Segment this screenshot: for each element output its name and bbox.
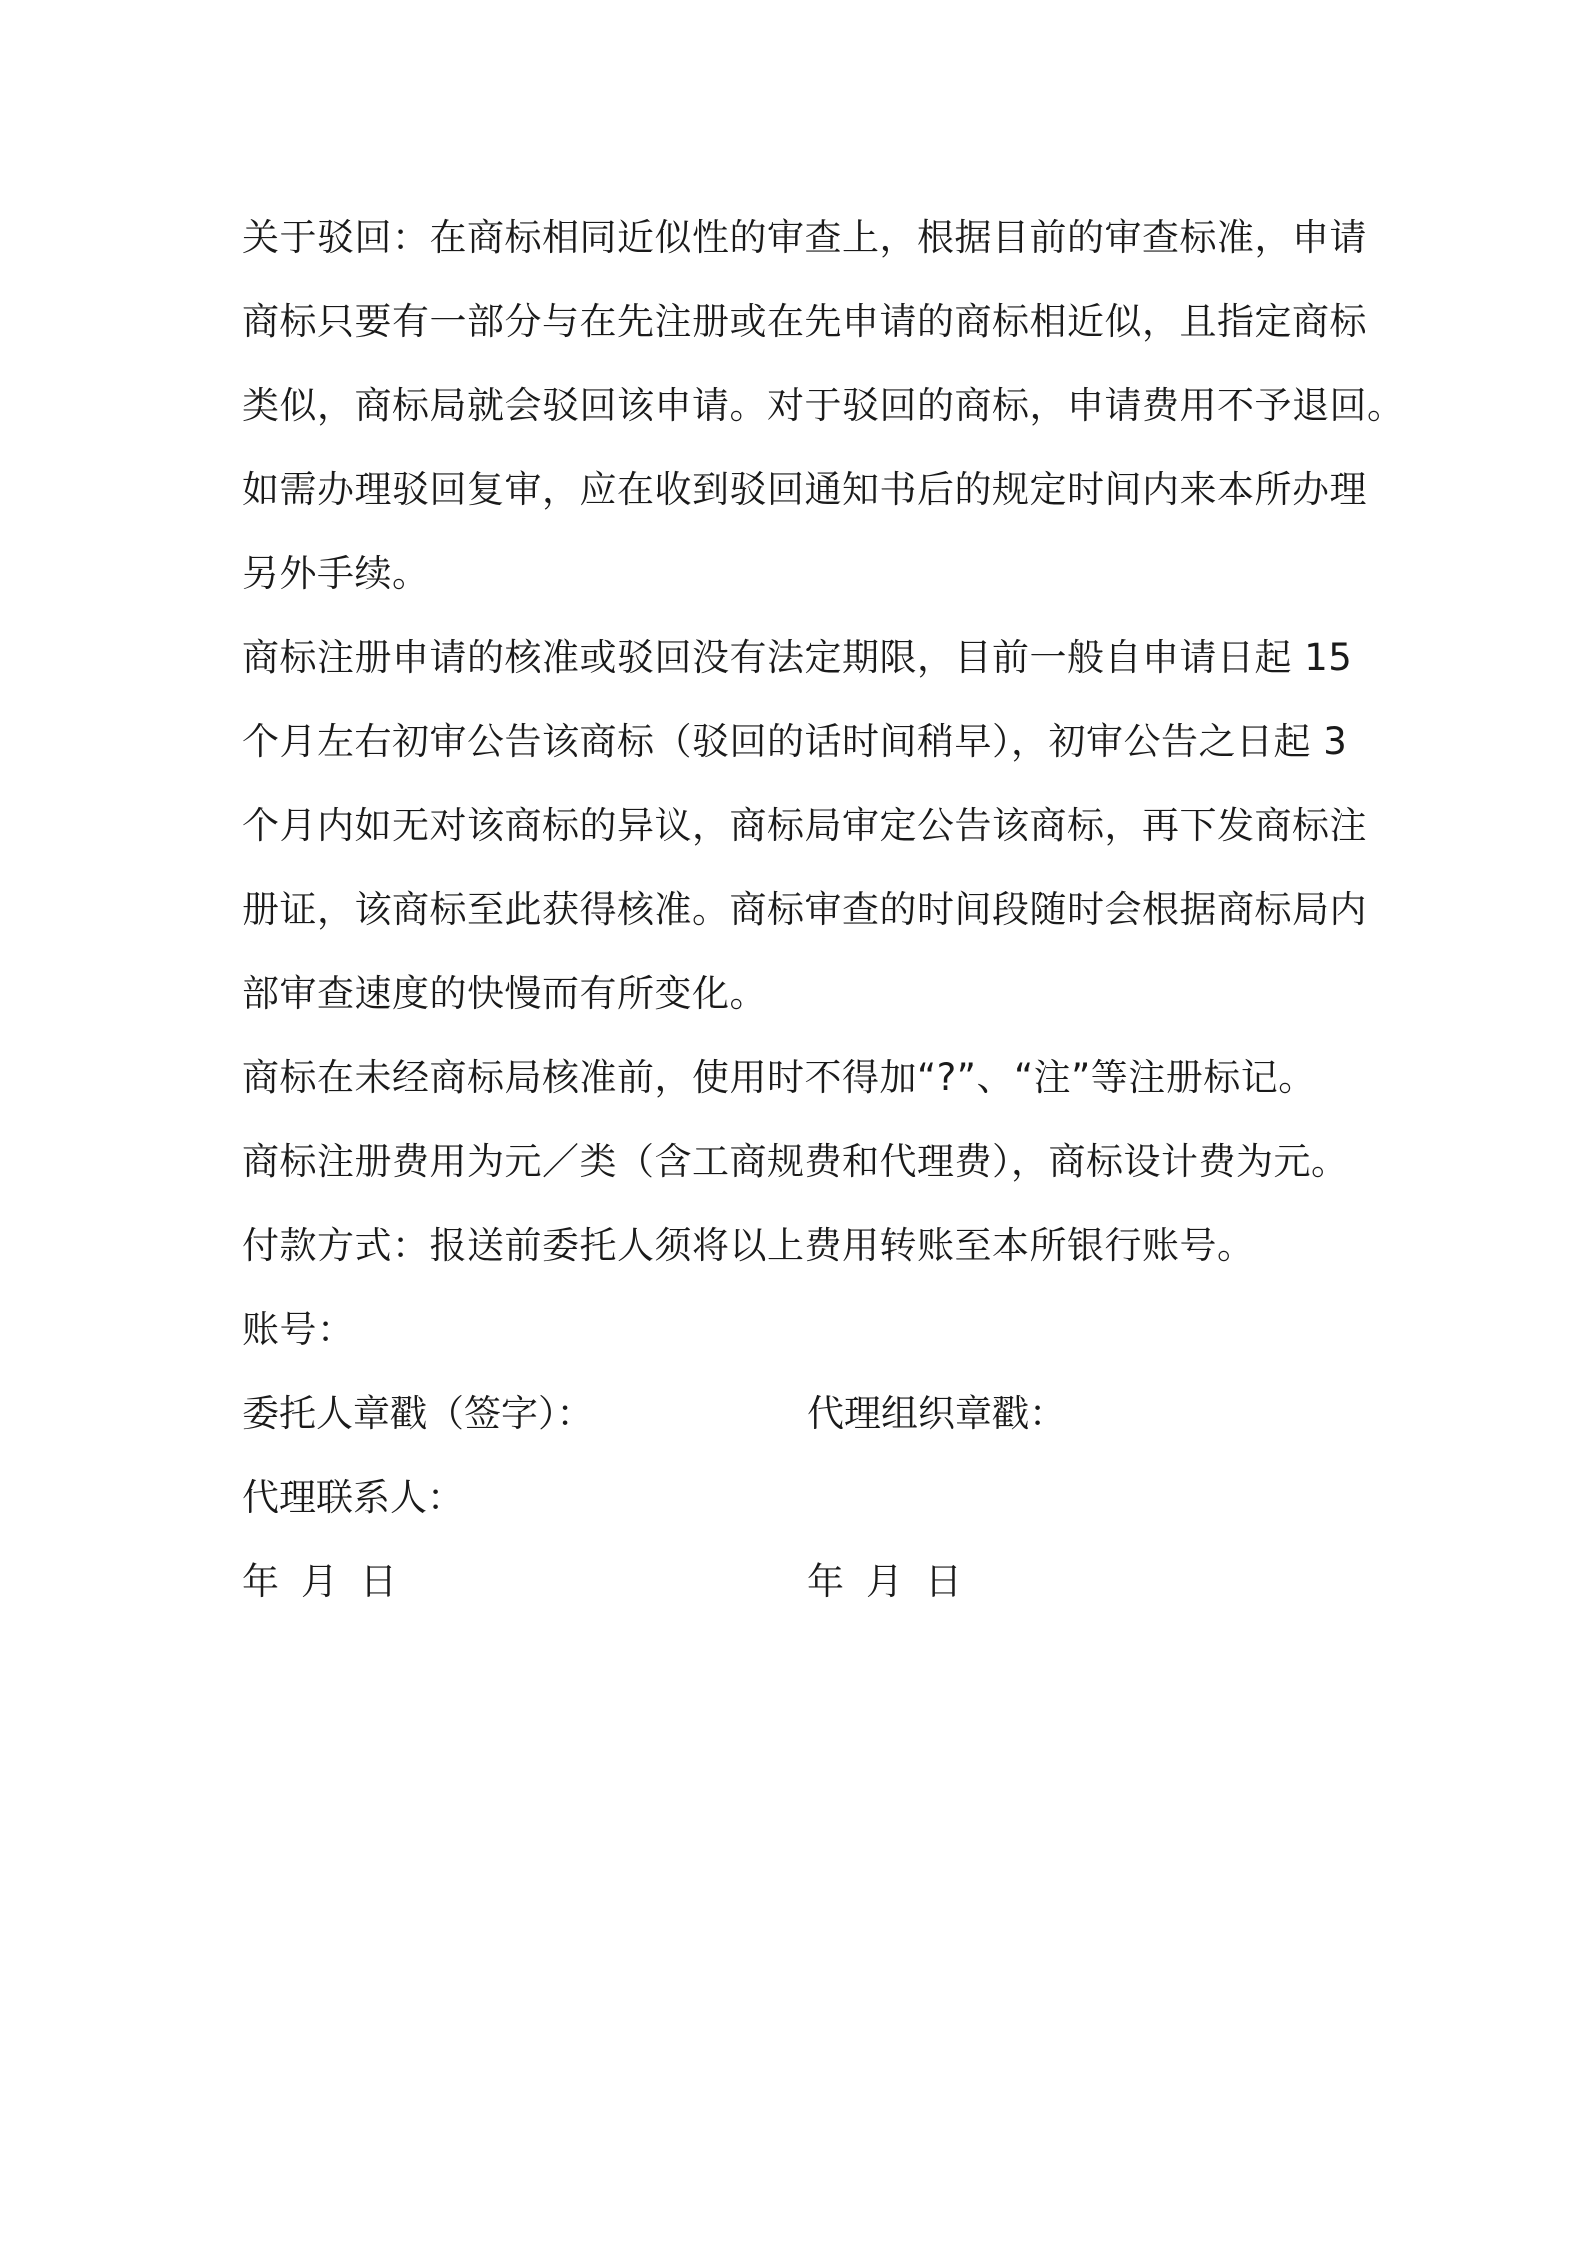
text-line: 关于驳回：在商标相同近似性的审查上，根据目前的审查标准，申请 bbox=[242, 216, 1367, 259]
text-line: 类似，商标局就会驳回该申请。对于驳回的商标，申请费用不予退回。 bbox=[242, 384, 1405, 427]
account-label: 账号： bbox=[242, 1308, 355, 1351]
text-line: 册证，该商标至此获得核准。商标审查的时间段随时会根据商标局内 bbox=[242, 888, 1367, 931]
month-label: 月 bbox=[301, 1560, 338, 1603]
document-page bbox=[242, 196, 1405, 1624]
contact-row bbox=[242, 1456, 1362, 1540]
paragraph-marking bbox=[242, 1036, 1362, 1120]
text-line: 个月左右初审公告该商标（驳回的话时间稍早），初审公告之日起 3 bbox=[242, 720, 1348, 763]
month-label: 月 bbox=[866, 1560, 903, 1603]
paragraph-account bbox=[242, 1288, 1362, 1372]
paragraph-payment bbox=[242, 1204, 1362, 1288]
text-line: 个月内如无对该商标的异议，商标局审定公告该商标，再下发商标注 bbox=[242, 804, 1367, 847]
year-label: 年 bbox=[807, 1560, 844, 1603]
text-line: 商标注册费用为元／类（含工商规费和代理费），商标设计费为元。 bbox=[242, 1140, 1349, 1183]
paragraph-approval-period bbox=[242, 616, 1367, 1036]
year-label: 年 bbox=[242, 1560, 279, 1603]
agency-contact-label: 代理联系人： bbox=[242, 1476, 464, 1519]
text-line: 另外手续。 bbox=[242, 552, 430, 595]
text-line: 商标只要有一部分与在先注册或在先申请的商标相近似，且指定商标 bbox=[242, 300, 1367, 343]
text-line: 商标注册申请的核准或驳回没有法定期限，目前一般自申请日起 15 bbox=[242, 636, 1353, 679]
signature-row bbox=[242, 1372, 1362, 1456]
text-line: 部审查速度的快慢而有所变化。 bbox=[242, 972, 767, 1015]
day-label: 日 bbox=[360, 1560, 397, 1603]
paragraph-fees bbox=[242, 1120, 1362, 1204]
agency-seal-label: 代理组织章戳： bbox=[807, 1392, 1066, 1435]
date-row bbox=[242, 1540, 1362, 1624]
client-date bbox=[242, 1540, 807, 1624]
contact-blank bbox=[807, 1456, 1362, 1540]
text-line: 付款方式：报送前委托人须将以上费用转账至本所银行账号。 bbox=[242, 1224, 1255, 1267]
day-label: 日 bbox=[925, 1560, 962, 1603]
text-line: 商标在未经商标局核准前，使用时不得加“?”、“注”等注册标记。 bbox=[242, 1056, 1316, 1099]
text-line: 如需办理驳回复审，应在收到驳回通知书后的规定时间内来本所办理 bbox=[242, 468, 1367, 511]
agency-date bbox=[807, 1540, 1362, 1624]
client-seal-label: 委托人章戳（签字）： bbox=[242, 1392, 594, 1435]
paragraph-rejection bbox=[242, 196, 1405, 616]
